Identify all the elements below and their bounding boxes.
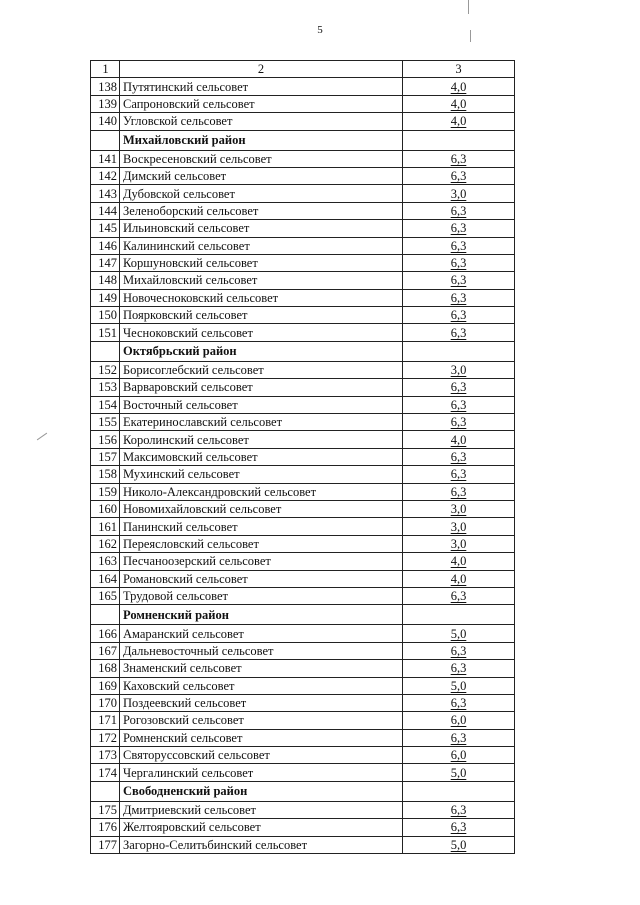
row-number: 144 bbox=[91, 202, 120, 219]
council-name: Мухинский сельсовет bbox=[120, 466, 403, 483]
council-name: Димский сельсовет bbox=[120, 167, 403, 184]
value-cell bbox=[403, 379, 515, 396]
row-number: 151 bbox=[91, 324, 120, 341]
table-row bbox=[91, 150, 515, 167]
value-cell bbox=[403, 694, 515, 711]
row-number: 157 bbox=[91, 448, 120, 465]
value: 6,3 bbox=[450, 238, 467, 253]
value: 6,3 bbox=[450, 256, 467, 271]
council-name: Коршуновский сельсовет bbox=[120, 254, 403, 271]
table-row bbox=[91, 660, 515, 677]
value: 6,3 bbox=[450, 803, 467, 818]
row-number: 140 bbox=[91, 113, 120, 130]
table-row bbox=[91, 272, 515, 289]
value-cell bbox=[403, 414, 515, 431]
district-value-cell bbox=[403, 130, 515, 150]
value-cell bbox=[403, 535, 515, 552]
value-cell bbox=[403, 431, 515, 448]
council-name: Поярковский сельсовет bbox=[120, 307, 403, 324]
value: 6,3 bbox=[450, 380, 467, 395]
row-number: 158 bbox=[91, 466, 120, 483]
row-number: 142 bbox=[91, 167, 120, 184]
district-row bbox=[91, 781, 515, 801]
value-cell bbox=[403, 729, 515, 746]
council-name: Николо-Александровский сельсовет bbox=[120, 483, 403, 500]
row-number: 163 bbox=[91, 553, 120, 570]
district-name: Октябрьский район bbox=[120, 341, 403, 361]
scan-artifact bbox=[468, 0, 469, 14]
council-name: Переясловский сельсовет bbox=[120, 535, 403, 552]
value: 6,3 bbox=[450, 484, 467, 499]
column-header-1: 1 bbox=[91, 61, 120, 78]
council-name: Панинский сельсовет bbox=[120, 518, 403, 535]
table-row bbox=[91, 237, 515, 254]
table-row bbox=[91, 535, 515, 552]
table-row bbox=[91, 289, 515, 306]
table-row bbox=[91, 220, 515, 237]
value-cell bbox=[403, 660, 515, 677]
value-cell bbox=[403, 518, 515, 535]
council-name: Чергалинский сельсовет bbox=[120, 764, 403, 781]
value-cell bbox=[403, 587, 515, 604]
value-cell bbox=[403, 185, 515, 202]
council-name: Восточный сельсовет bbox=[120, 396, 403, 413]
table-row bbox=[91, 625, 515, 642]
value-cell bbox=[403, 220, 515, 237]
row-number: 154 bbox=[91, 396, 120, 413]
table-row bbox=[91, 677, 515, 694]
row-number: 160 bbox=[91, 500, 120, 517]
row-number: 176 bbox=[91, 819, 120, 836]
council-name: Загорно-Селитьбинский сельсовет bbox=[120, 836, 403, 853]
row-number: 150 bbox=[91, 307, 120, 324]
council-name: Новомихайловский сельсовет bbox=[120, 500, 403, 517]
value: 6,3 bbox=[450, 308, 467, 323]
value: 6,3 bbox=[450, 273, 467, 288]
value: 6,3 bbox=[450, 661, 467, 676]
council-name: Трудовой сельсовет bbox=[120, 587, 403, 604]
value-cell bbox=[403, 324, 515, 341]
value-cell bbox=[403, 448, 515, 465]
row-number: 166 bbox=[91, 625, 120, 642]
value-cell bbox=[403, 466, 515, 483]
table-header-row bbox=[91, 61, 515, 78]
row-number: 168 bbox=[91, 660, 120, 677]
value: 5,0 bbox=[450, 837, 467, 852]
table-row bbox=[91, 587, 515, 604]
row-number: 147 bbox=[91, 254, 120, 271]
table-row bbox=[91, 167, 515, 184]
value-cell bbox=[403, 712, 515, 729]
row-number: 167 bbox=[91, 642, 120, 659]
council-name: Угловской сельсовет bbox=[120, 113, 403, 130]
value: 6,0 bbox=[450, 748, 467, 763]
table-row bbox=[91, 466, 515, 483]
council-name: Новочесноковский сельсовет bbox=[120, 289, 403, 306]
row-number: 165 bbox=[91, 587, 120, 604]
district-number-cell bbox=[91, 781, 120, 801]
value: 6,3 bbox=[450, 290, 467, 305]
value: 6,3 bbox=[450, 643, 467, 658]
value: 6,3 bbox=[450, 415, 467, 430]
value-cell bbox=[403, 361, 515, 378]
value: 6,3 bbox=[450, 696, 467, 711]
value: 6,3 bbox=[450, 325, 467, 340]
table-row bbox=[91, 254, 515, 271]
council-name: Чесноковский сельсовет bbox=[120, 324, 403, 341]
value-cell bbox=[403, 272, 515, 289]
value: 6,3 bbox=[450, 221, 467, 236]
row-number: 139 bbox=[91, 95, 120, 112]
value-cell bbox=[403, 237, 515, 254]
value-cell bbox=[403, 307, 515, 324]
council-name: Сапроновский сельсовет bbox=[120, 95, 403, 112]
row-number: 148 bbox=[91, 272, 120, 289]
table-row bbox=[91, 801, 515, 818]
row-number: 145 bbox=[91, 220, 120, 237]
council-name: Екатеринославский сельсовет bbox=[120, 414, 403, 431]
value: 6,3 bbox=[450, 589, 467, 604]
value: 5,0 bbox=[450, 626, 467, 641]
row-number: 172 bbox=[91, 729, 120, 746]
value-cell bbox=[403, 764, 515, 781]
council-name: Королинский сельсовет bbox=[120, 431, 403, 448]
table-row bbox=[91, 570, 515, 587]
council-name: Ильиновский сельсовет bbox=[120, 220, 403, 237]
value: 5,0 bbox=[450, 678, 467, 693]
table-row bbox=[91, 361, 515, 378]
council-name: Рогозовский сельсовет bbox=[120, 712, 403, 729]
council-name: Максимовский сельсовет bbox=[120, 448, 403, 465]
value: 6,3 bbox=[450, 203, 467, 218]
row-number: 153 bbox=[91, 379, 120, 396]
row-number: 149 bbox=[91, 289, 120, 306]
council-name: Дубовской сельсовет bbox=[120, 185, 403, 202]
value: 4,0 bbox=[450, 432, 467, 447]
table-row bbox=[91, 95, 515, 112]
row-number: 170 bbox=[91, 694, 120, 711]
value: 6,3 bbox=[450, 730, 467, 745]
district-number-cell bbox=[91, 130, 120, 150]
table-row bbox=[91, 694, 515, 711]
value: 4,0 bbox=[450, 114, 467, 129]
value-cell bbox=[403, 747, 515, 764]
value-cell bbox=[403, 289, 515, 306]
row-number: 171 bbox=[91, 712, 120, 729]
value-cell bbox=[403, 801, 515, 818]
council-name: Желтояровский сельсовет bbox=[120, 819, 403, 836]
value-cell bbox=[403, 500, 515, 517]
table-row bbox=[91, 448, 515, 465]
council-name: Каховский сельсовет bbox=[120, 677, 403, 694]
row-number: 174 bbox=[91, 764, 120, 781]
value-cell bbox=[403, 150, 515, 167]
value-cell bbox=[403, 202, 515, 219]
value: 3,0 bbox=[450, 186, 467, 201]
value-cell bbox=[403, 483, 515, 500]
table-body bbox=[91, 78, 515, 854]
row-number: 143 bbox=[91, 185, 120, 202]
value-cell bbox=[403, 396, 515, 413]
value-cell bbox=[403, 95, 515, 112]
district-name: Ромненский район bbox=[120, 605, 403, 625]
district-name: Свободненский район bbox=[120, 781, 403, 801]
district-row bbox=[91, 341, 515, 361]
scan-artifact bbox=[37, 433, 47, 441]
council-name: Ромненский сельсовет bbox=[120, 729, 403, 746]
council-name: Борисоглебский сельсовет bbox=[120, 361, 403, 378]
value: 3,0 bbox=[450, 519, 467, 534]
district-number-cell bbox=[91, 341, 120, 361]
district-value-cell bbox=[403, 781, 515, 801]
table-row bbox=[91, 324, 515, 341]
row-number: 159 bbox=[91, 483, 120, 500]
council-name: Воскресеновский сельсовет bbox=[120, 150, 403, 167]
table-row bbox=[91, 307, 515, 324]
value-cell bbox=[403, 167, 515, 184]
district-row bbox=[91, 130, 515, 150]
council-name: Романовский сельсовет bbox=[120, 570, 403, 587]
value-cell bbox=[403, 625, 515, 642]
table-row bbox=[91, 747, 515, 764]
value-cell bbox=[403, 553, 515, 570]
table-row bbox=[91, 518, 515, 535]
council-name: Песчаноозерский сельсовет bbox=[120, 553, 403, 570]
value-cell bbox=[403, 642, 515, 659]
council-name: Зеленоборский сельсовет bbox=[120, 202, 403, 219]
table-row bbox=[91, 78, 515, 95]
table-row bbox=[91, 836, 515, 853]
table-row bbox=[91, 642, 515, 659]
table-row bbox=[91, 113, 515, 130]
council-name: Святоруссовский сельсовет bbox=[120, 747, 403, 764]
district-value-cell bbox=[403, 341, 515, 361]
value: 6,3 bbox=[450, 169, 467, 184]
row-number: 138 bbox=[91, 78, 120, 95]
value: 3,0 bbox=[450, 502, 467, 517]
table-row bbox=[91, 431, 515, 448]
council-name: Михайловский сельсовет bbox=[120, 272, 403, 289]
value-cell bbox=[403, 836, 515, 853]
value: 5,0 bbox=[450, 765, 467, 780]
value: 3,0 bbox=[450, 536, 467, 551]
row-number: 164 bbox=[91, 570, 120, 587]
table-row bbox=[91, 379, 515, 396]
row-number: 175 bbox=[91, 801, 120, 818]
council-name: Дмитриевский сельсовет bbox=[120, 801, 403, 818]
row-number: 177 bbox=[91, 836, 120, 853]
row-number: 152 bbox=[91, 361, 120, 378]
council-name: Калининский сельсовет bbox=[120, 237, 403, 254]
row-number: 169 bbox=[91, 677, 120, 694]
value-cell bbox=[403, 254, 515, 271]
table-row bbox=[91, 483, 515, 500]
value: 4,0 bbox=[450, 571, 467, 586]
value: 6,3 bbox=[450, 397, 467, 412]
district-number-cell bbox=[91, 605, 120, 625]
council-name: Путятинский сельсовет bbox=[120, 78, 403, 95]
district-row bbox=[91, 605, 515, 625]
value: 4,0 bbox=[450, 96, 467, 111]
value: 6,3 bbox=[450, 151, 467, 166]
council-name: Знаменский сельсовет bbox=[120, 660, 403, 677]
table-row bbox=[91, 202, 515, 219]
table-row bbox=[91, 185, 515, 202]
district-name: Михайловский район bbox=[120, 130, 403, 150]
value-cell bbox=[403, 78, 515, 95]
table-row bbox=[91, 819, 515, 836]
table-row bbox=[91, 764, 515, 781]
table-row bbox=[91, 500, 515, 517]
row-number: 155 bbox=[91, 414, 120, 431]
data-table bbox=[90, 60, 515, 854]
row-number: 146 bbox=[91, 237, 120, 254]
table-row bbox=[91, 396, 515, 413]
scan-artifact bbox=[470, 30, 471, 42]
column-header-3: 3 bbox=[403, 61, 515, 78]
table-row bbox=[91, 553, 515, 570]
value: 6,0 bbox=[450, 713, 467, 728]
table-row bbox=[91, 712, 515, 729]
value: 6,3 bbox=[450, 820, 467, 835]
council-name: Варваровский сельсовет bbox=[120, 379, 403, 396]
row-number: 162 bbox=[91, 535, 120, 552]
value: 3,0 bbox=[450, 363, 467, 378]
council-name: Поздеевский сельсовет bbox=[120, 694, 403, 711]
value-cell bbox=[403, 113, 515, 130]
row-number: 173 bbox=[91, 747, 120, 764]
value: 6,3 bbox=[450, 450, 467, 464]
value-cell bbox=[403, 677, 515, 694]
row-number: 161 bbox=[91, 518, 120, 535]
value: 4,0 bbox=[450, 79, 467, 94]
row-number: 141 bbox=[91, 150, 120, 167]
council-name: Дальневосточный сельсовет bbox=[120, 642, 403, 659]
value: 4,0 bbox=[450, 554, 467, 569]
value-cell bbox=[403, 570, 515, 587]
table-row bbox=[91, 729, 515, 746]
column-header-2: 2 bbox=[120, 61, 403, 78]
table-row bbox=[91, 414, 515, 431]
row-number: 156 bbox=[91, 431, 120, 448]
district-value-cell bbox=[403, 605, 515, 625]
page-number: 5 bbox=[317, 24, 323, 36]
council-name: Амаранский сельсовет bbox=[120, 625, 403, 642]
value-cell bbox=[403, 819, 515, 836]
value: 6,3 bbox=[450, 467, 467, 482]
